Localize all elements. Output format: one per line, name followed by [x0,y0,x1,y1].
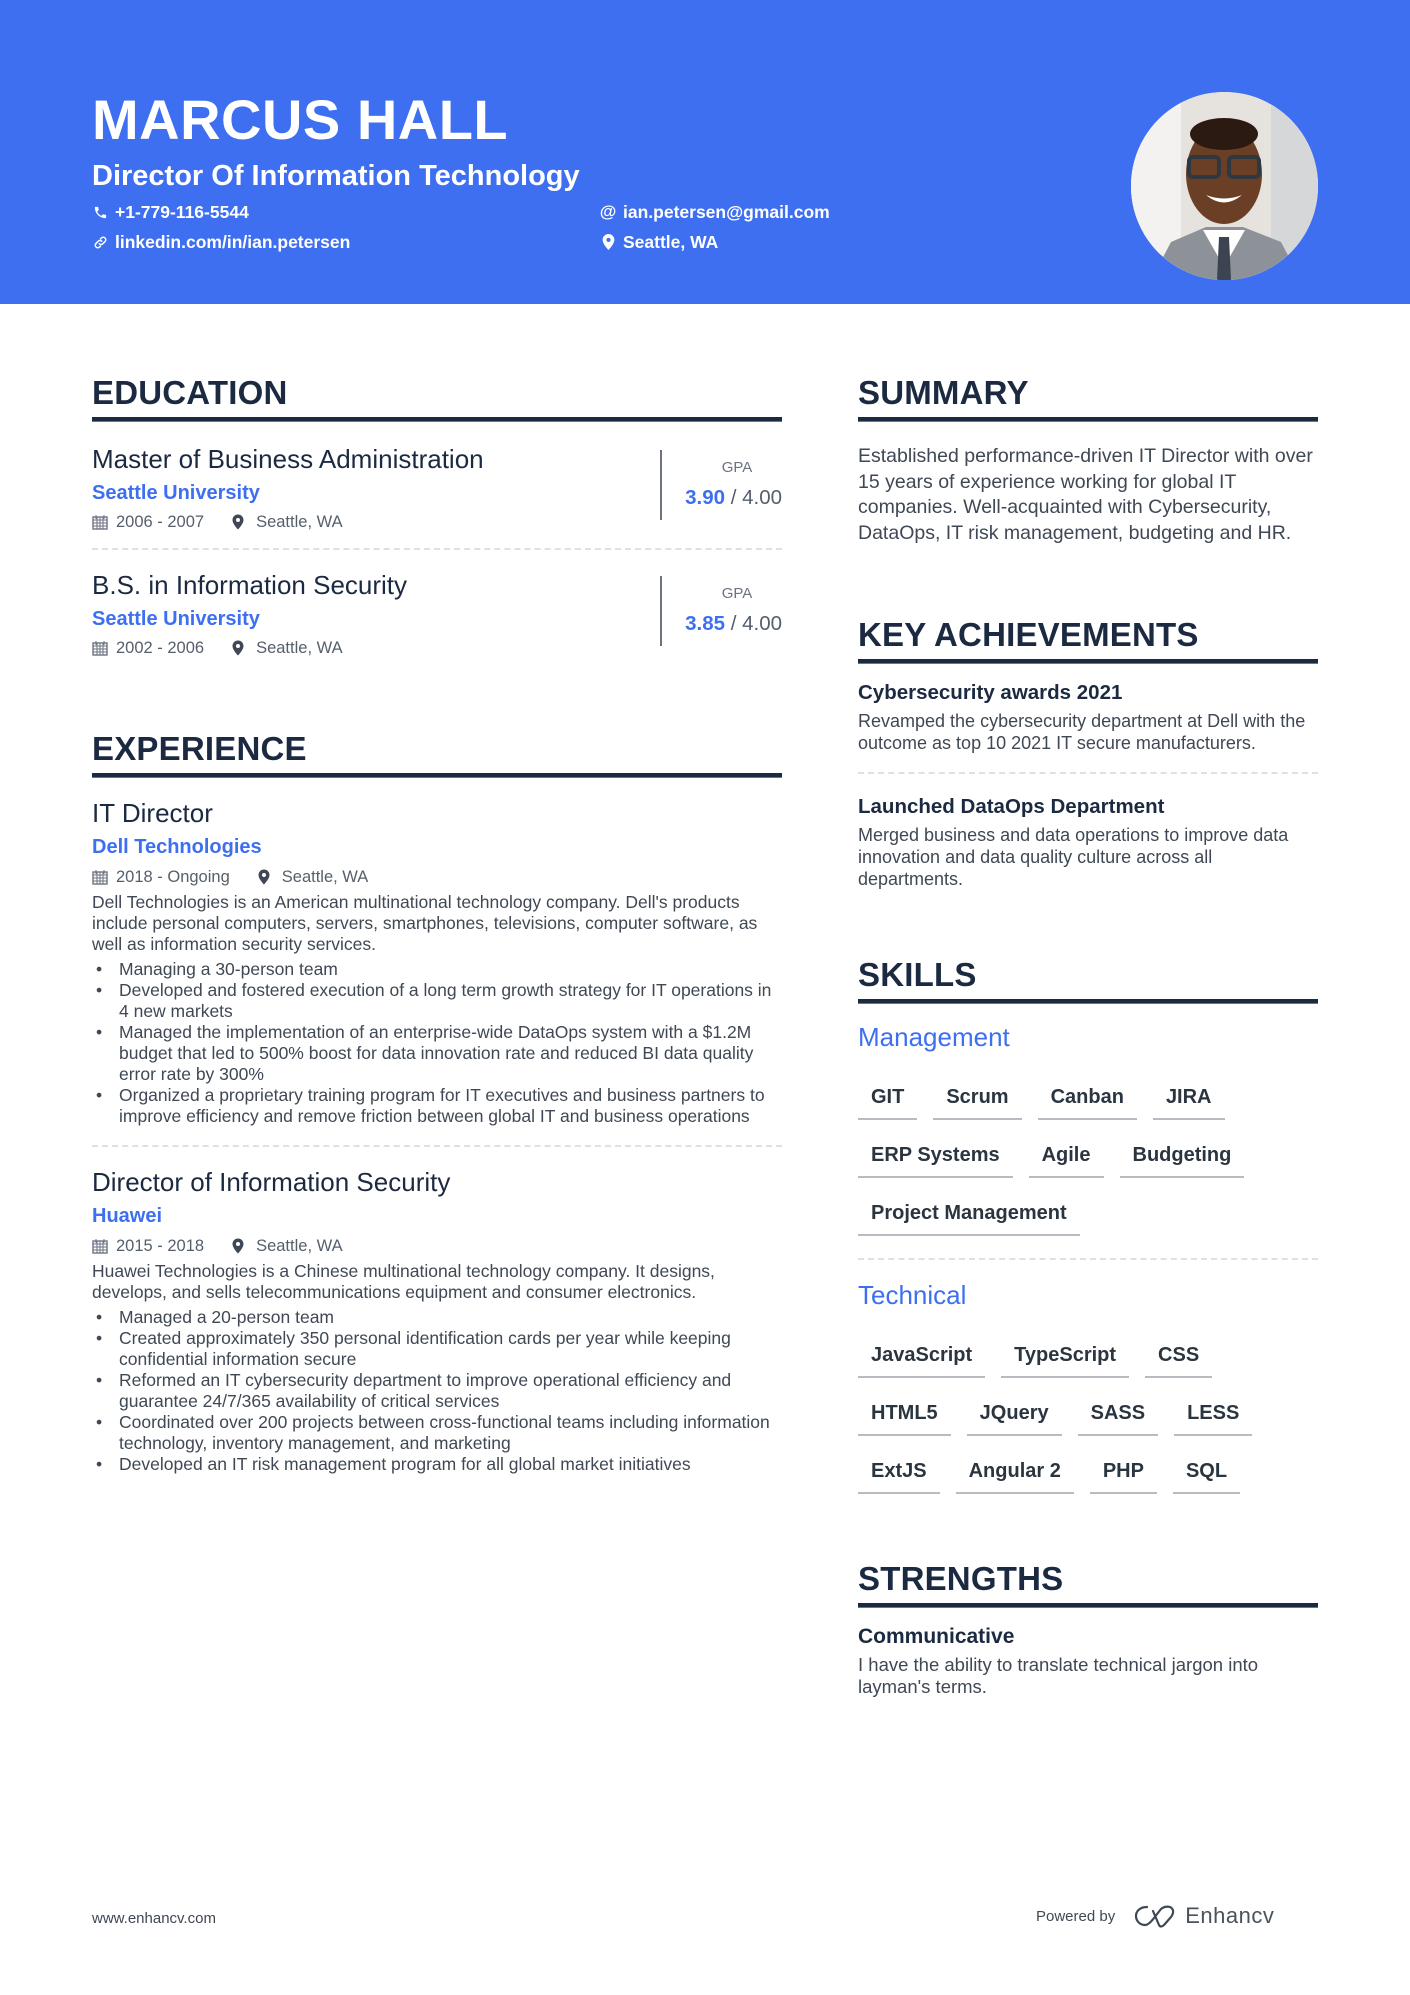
company[interactable]: Dell Technologies [92,836,262,858]
map-pin-icon [600,234,616,250]
summary-section [858,372,1318,546]
experience-item [92,1165,782,1475]
job-location: Seattle, WA [256,1237,343,1255]
education-heading: EDUCATION [92,374,288,411]
achievement-description: Revamped the cybersecurity department at Dell with the outcome as top 10 2021 IT secure manufacturers. [858,711,1306,753]
calendar-icon [92,1238,108,1254]
job-dates: 2015 - 2018 [116,1237,205,1255]
resume-header [0,0,1410,304]
summary-heading: SUMMARY [858,374,1029,411]
list-item: • Developed and fostered execution of a long term growth strategy for IT operations in 4 new markets [92,980,782,1022]
skill-tag: GIT [858,1084,917,1120]
brand-logo[interactable] [1133,1903,1274,1929]
skill-tag: JQuery [967,1400,1062,1436]
section-divider [92,773,782,778]
at-icon: @ [599,202,617,221]
education-meta [92,637,343,659]
skill-tag: Agile [1029,1142,1104,1178]
company-description: Huawei Technologies is a Chinese multinational technology company. It designs, develops, and sells telecommunications equipment and consumer electronics. [92,1261,715,1302]
contact-location [600,231,718,253]
enhancv-logo-icon [1133,1903,1177,1929]
map-pin-icon [232,1238,248,1254]
achievement-list [92,959,782,1127]
email-text[interactable]: ian.petersen@gmail.com [623,202,830,222]
skill-tag: Budgeting [1120,1142,1245,1178]
company[interactable]: Huawei [92,1205,163,1227]
skill-tags [858,1342,1318,1494]
skills-heading: SKILLS [858,956,977,993]
phone-icon [92,204,108,220]
list-item: • Developed an IT risk management program for all global market initiatives [92,1454,782,1475]
strength-item [858,1624,1318,1698]
skill-tag: ERP Systems [858,1142,1013,1178]
school[interactable]: Seattle University [92,482,260,504]
education-location: Seattle, WA [256,639,343,657]
company-description: Dell Technologies is an American multinational technology company. Dell's products include personal computers, servers, smartphones, televisions, computer software, as well as information security services. [92,892,758,954]
skill-tag: TypeScript [1001,1342,1129,1378]
calendar-icon [92,640,108,656]
education-item [92,568,782,674]
phone-text[interactable]: +1-779-116-5544 [115,202,249,222]
experience-section [92,728,782,1475]
calendar-icon [92,869,108,885]
footer-powered-by [1036,1903,1274,1929]
experience-item [92,796,782,1127]
gpa-value: 3.90 / 4.00 [685,486,782,509]
item-divider [92,1145,782,1147]
skill-tag: CSS [1145,1342,1212,1378]
job-location: Seattle, WA [281,868,369,886]
gpa-box [660,576,782,646]
list-item: • Coordinated over 200 projects between cross-functional teams including information technology, inventory management, and marketing [92,1412,782,1454]
gpa-value: 3.85 / 4.00 [685,612,782,635]
gpa-box [660,450,782,520]
link-icon [92,234,108,250]
school[interactable]: Seattle University [92,608,260,630]
achievements-section [858,614,1318,890]
education-meta [92,511,343,533]
skill-tag: Project Management [858,1200,1080,1236]
experience-meta [92,1235,782,1257]
education-item [92,442,782,548]
section-divider [858,659,1318,664]
skill-tag: JavaScript [858,1342,985,1378]
gpa-label: GPA [721,459,753,476]
skill-group-title: Management [858,1022,1010,1052]
gpa-label: GPA [721,585,753,602]
experience-meta [92,866,782,888]
location-text: Seattle, WA [623,232,719,252]
section-divider [858,999,1318,1004]
achievements-heading: KEY ACHIEVEMENTS [858,616,1199,653]
profile-photo [1131,92,1318,280]
job-title: Director of Information Security [92,1167,451,1197]
section-divider [92,417,782,422]
degree: Master of Business Administration [92,444,484,474]
list-item: • Created approximately 350 personal identification cards per year while keeping confidential information secure [92,1328,782,1370]
skill-tag: Canban [1038,1084,1137,1120]
list-item: • Managed a 20-person team [92,1307,782,1328]
skill-tags [858,1084,1318,1236]
skill-tag: Scrum [933,1084,1021,1120]
left-column [92,372,782,1475]
skill-group-title: Technical [858,1280,967,1310]
achievement-item [858,680,1318,754]
degree: B.S. in Information Security [92,570,408,600]
strengths-section [858,1558,1318,1698]
item-divider [858,1258,1318,1260]
right-column [858,372,1318,1698]
list-item: • Reformed an IT cybersecurity department to improve operational efficiency and guarantee 24/7/365 availability of critical services [92,1370,782,1412]
education-dates: 2006 - 2007 [116,513,205,531]
experience-heading: EXPERIENCE [92,730,307,767]
linkedin-text[interactable]: linkedin.com/in/ian.petersen [115,232,351,252]
education-dates: 2002 - 2006 [116,639,205,657]
education-section [92,372,782,674]
list-item: • Managed the implementation of an enterprise-wide DataOps system with a $1.2M budget that led to 500% boost for data innovation rate and reduced BI data quality error rate by 300% [92,1022,782,1085]
item-divider [92,548,782,550]
skill-tag: JIRA [1153,1084,1225,1120]
contact-phone [92,201,249,223]
calendar-icon [92,514,108,530]
job-dates: 2018 - Ongoing [116,868,230,886]
skill-tag: HTML5 [858,1400,951,1436]
strength-description: I have the ability to translate technical jargon into layman's terms. [858,1654,1259,1697]
skill-tag: ExtJS [858,1458,940,1494]
job-title: IT Director [92,798,213,828]
contact-linkedin [92,231,350,253]
achievement-list [92,1307,782,1475]
section-divider [858,1603,1318,1608]
section-divider [858,417,1318,422]
skill-tag: LESS [1174,1400,1252,1436]
skill-tag: SASS [1078,1400,1158,1436]
map-pin-icon [258,869,274,885]
candidate-role: Director Of Information Technology [92,160,580,192]
footer-website[interactable]: www.enhancv.com [92,1910,216,1927]
skill-tag: SQL [1173,1458,1240,1494]
candidate-name: MARCUS HALL [92,88,509,151]
achievement-description: Merged business and data operations to improve data innovation and data quality culture across all departments. [858,825,1289,889]
powered-by-label: Powered by [1036,1907,1116,1925]
achievement-title: Cybersecurity awards 2021 [858,681,1123,704]
map-pin-icon [232,514,248,530]
achievement-title: Launched DataOps Department [858,795,1165,818]
skill-tag: PHP [1090,1458,1157,1494]
strength-title: Communicative [858,1625,1015,1648]
map-pin-icon [232,640,248,656]
education-location: Seattle, WA [256,513,343,531]
brand-name: Enhancv [1185,1903,1275,1928]
skill-tag: Angular 2 [956,1458,1074,1494]
list-item: • Managing a 30-person team [92,959,782,980]
list-item: • Organized a proprietary training program for IT executives and business partners to improve efficiency and remove friction between global IT and business operations [92,1085,782,1127]
item-divider [858,772,1318,774]
strengths-heading: STRENGTHS [858,1560,1064,1597]
contact-email [600,201,830,223]
achievement-item [858,794,1318,890]
skills-section [858,954,1318,1494]
summary-text: Established performance-driven IT Director with over 15 years of experience working for global IT companies. Well-acquainted with Cybersecurity, DataOps, IT risk management, budgeting and HR. [858,445,1313,544]
